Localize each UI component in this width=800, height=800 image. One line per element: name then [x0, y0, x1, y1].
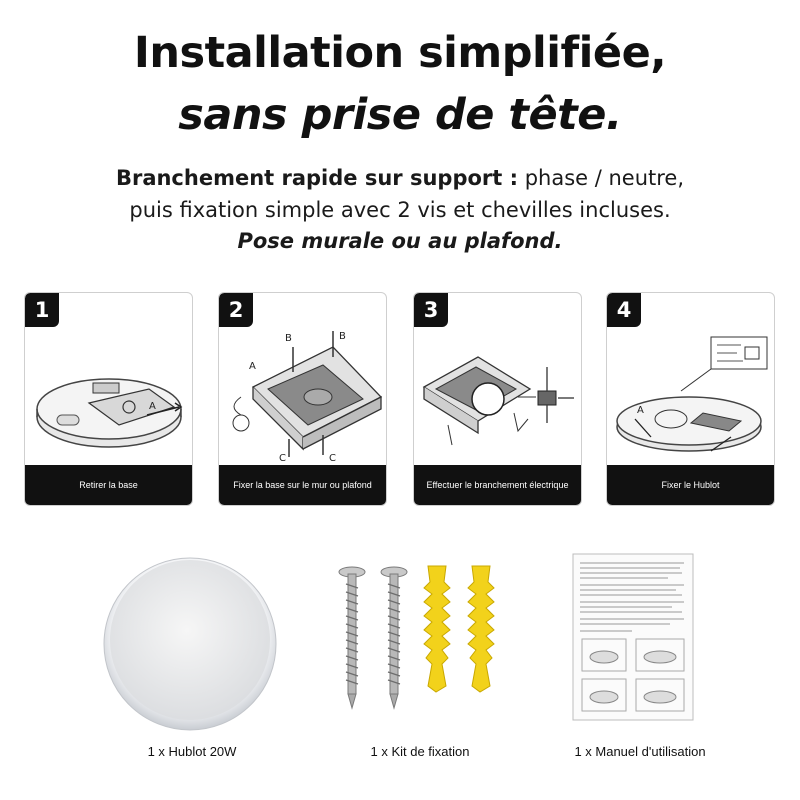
screws-and-anchors-icon — [330, 562, 510, 712]
ceiling-light-icon — [100, 552, 280, 732]
screw-1 — [339, 567, 365, 708]
svg-text:A: A — [149, 401, 156, 412]
headline-line-1: Installation simplifiée, — [133, 28, 667, 78]
fix-light-illustration — [611, 327, 771, 465]
screw-2 — [381, 567, 407, 708]
product-label-light: 1 x Hublot 20W — [147, 744, 237, 759]
fix-base-illustration — [223, 327, 383, 465]
svg-text:C: C — [329, 453, 336, 464]
svg-text:C: C — [279, 453, 286, 464]
step-card-3 — [413, 292, 582, 506]
step-number: 3 — [414, 293, 448, 327]
step-card-2 — [218, 292, 387, 506]
headline-line-2: sans prise de tête. — [178, 90, 622, 140]
step-caption: Fixer la base sur le mur ou plafond — [219, 465, 386, 505]
step-number: 2 — [219, 293, 253, 327]
remove-base-illustration — [29, 327, 189, 465]
step-caption: Fixer le Hublot — [607, 465, 774, 505]
description-rest: phase / neutre, — [518, 166, 685, 190]
anchor-2 — [468, 566, 494, 692]
description-line-2: puis fixation simple avec 2 vis et chevilles incluses. — [129, 198, 671, 222]
svg-text:B: B — [285, 333, 292, 344]
product-label-manual: 1 x Manuel d'utilisation — [574, 744, 706, 759]
svg-text:A: A — [249, 361, 256, 372]
manual-sheet-icon — [572, 553, 696, 723]
step-card-1 — [24, 292, 193, 506]
description-line-3: Pose murale ou au plafond. — [237, 229, 563, 253]
wiring-illustration — [418, 327, 578, 465]
description-line-1 — [0, 166, 800, 190]
step-caption: Retirer la base — [25, 465, 192, 505]
step-number: 1 — [25, 293, 59, 327]
product-label-kit: 1 x Kit de fixation — [370, 744, 470, 759]
anchor-1 — [424, 566, 450, 692]
svg-text:A: A — [637, 405, 644, 416]
step-card-4 — [606, 292, 775, 506]
description-bold: Branchement rapide sur support : — [115, 166, 519, 190]
step-caption: Effectuer le branchement électrique — [414, 465, 581, 505]
step-number: 4 — [607, 293, 641, 327]
svg-text:B: B — [339, 331, 346, 342]
